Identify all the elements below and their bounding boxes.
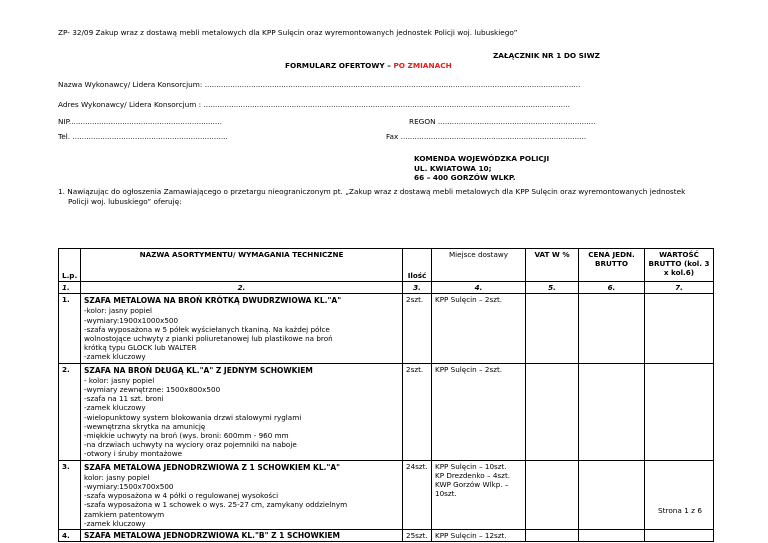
row-total-cell[interactable] <box>645 530 714 542</box>
table-row <box>59 530 714 542</box>
row-unit-price-cell[interactable] <box>579 363 645 460</box>
item-title: SZAFA METALOWA JEDNODRZWIOWA Z 1 SCHOWKIEM KL."A" <box>84 462 341 472</box>
nip-field[interactable]: NIP.................................................................. <box>58 117 222 126</box>
contractor-name-field[interactable]: Nazwa Wykonawcy/ Lidera Konsorcjum: .................................................................................................................................................................. <box>58 80 581 89</box>
place-line: KP Drezdenko – 4szt. <box>435 470 511 480</box>
place-line: 10szt. <box>435 489 457 499</box>
header-total: WARTOŚĆ BRUTTO (kol. 3 x kol.6) <box>645 249 714 282</box>
form-title-text: FORMULARZ OFERTOWY – <box>285 61 394 70</box>
place-line: KPP Sulęcin – 2szt. <box>435 295 503 305</box>
row-qty: 2szt. <box>403 363 432 460</box>
spec-line: -miękkie uchwyty na broń (wys. broni: 600mm - 960 mm <box>84 431 289 441</box>
column-number: 6. <box>579 282 645 294</box>
table-row <box>59 363 714 460</box>
spec-line: -szafa wyposażona w 4 półki o regulowanej wysokości <box>84 491 279 501</box>
spec-line: - kolor: jasny popiel <box>84 375 155 385</box>
row-place <box>432 530 526 542</box>
spec-line: -otwory i śruby montażowe <box>84 449 182 459</box>
column-number: 5. <box>526 282 579 294</box>
column-number: 4. <box>432 282 526 294</box>
spec-line: -szafa wyposażona w 5 półek wyściełanych tkaniną. Na każdej półce <box>84 324 330 334</box>
table-header-row <box>59 249 714 282</box>
header-lp: L.p. <box>59 249 81 282</box>
recipient-line: KOMENDA WOJEWÓDZKA POLICJI <box>414 154 550 163</box>
header-name: NAZWA ASORTYMENTU/ WYMAGANIA TECHNICZNE <box>81 249 403 282</box>
place-line: KPP Sulęcin – 2szt. <box>435 364 503 374</box>
spec-line: -wymiary:1500x700x500 <box>84 482 174 492</box>
spec-line: -wielopunktowy system blokowania drzwi stalowymi ryglami <box>84 412 302 422</box>
row-lp: 2. <box>59 363 81 460</box>
row-unit-price-cell[interactable] <box>579 294 645 363</box>
form-title-changes: PO ZMIANACH <box>393 61 452 70</box>
column-number: 3. <box>403 282 432 294</box>
header-qty: Ilość <box>403 249 432 282</box>
spec-line: zamkiem patentowym <box>84 509 165 519</box>
intro-paragraph <box>58 187 685 206</box>
spec-line: -wewnętrzna skrytka na amunicję <box>84 421 206 431</box>
spec-line: kolor: jasny popiel <box>84 472 150 482</box>
row-qty: 2szt. <box>403 294 432 363</box>
spec-line: -wymiary:1900x1000x500 <box>84 315 179 325</box>
place-line: KPP Sulęcin – 12szt. <box>435 531 507 541</box>
page-number: Strona 1 z 6 <box>658 506 702 515</box>
spec-line: -szafa na 11 szt. broni <box>84 394 164 404</box>
recipient-address <box>414 154 549 183</box>
attachment-label: ZAŁĄCZNIK NR 1 DO SIWZ <box>493 51 600 60</box>
row-place <box>432 460 526 529</box>
intro-line: 1. Nawiązując do ogłoszenia Zamawiającego o przetargu nieograniczonym pt. „Zakup wraz z dostawą mebli metalowych dla KPP Sulęcin oraz wyremontowanych jednostek <box>58 187 686 196</box>
intro-line: Policji woj. lubuskiego” oferuję: <box>68 196 182 206</box>
form-title <box>285 61 452 70</box>
row-vat-cell[interactable] <box>526 294 579 363</box>
row-total-cell[interactable] <box>645 294 714 363</box>
item-title: SZAFA METALOWA JEDNODRZWIOWA KL."B" Z 1 SCHOWKIEM <box>84 531 340 541</box>
spec-line: -szafa wyposażona w 1 schowek o wys. 25-27 cm, zamykany oddzielnym <box>84 500 348 510</box>
contractor-address-field[interactable]: Adres Wykonawcy/ Lidera Konsorcjum : .............................................................................................................................................................. <box>58 100 570 109</box>
item-title: SZAFA METALOWA NA BROŃ KRÓTKĄ DWUDRZWIOWA KL."A" <box>84 296 342 306</box>
column-number-row <box>59 282 714 294</box>
row-lp: 3. <box>59 460 81 529</box>
header-vat: VAT W % <box>526 249 579 282</box>
row-unit-price-cell[interactable] <box>579 460 645 529</box>
row-unit-price-cell[interactable] <box>579 530 645 542</box>
tel-field[interactable]: Tel. ................................................................... <box>58 132 228 141</box>
document-title: ZP- 32/09 Zakup wraz z dostawą mebli metalowych dla KPP Sulęcin oraz wyremontowanych jednostek Policji woj. lubuskiego” <box>58 28 518 37</box>
regon-field[interactable]: REGON .................................................................... <box>409 117 596 126</box>
spec-line: -zamek kluczowy <box>84 403 146 413</box>
row-place <box>432 363 526 460</box>
row-qty: 24szt. <box>403 460 432 529</box>
recipient-line: 66 – 400 GORZÓW WLKP. <box>414 173 516 182</box>
row-total-cell[interactable] <box>645 460 714 529</box>
header-place: Miejsce dostawy <box>432 249 526 282</box>
column-number: 1. <box>59 282 81 294</box>
table-row <box>59 294 714 363</box>
spec-line: -zamek kluczowy <box>84 352 146 362</box>
column-number: 7. <box>645 282 714 294</box>
place-line: KPP Sulęcin – 10szt. <box>435 461 507 471</box>
offer-table <box>58 248 714 542</box>
spec-line: -na drzwiach uchwyty na wyciory oraz pojemniki na naboje <box>84 440 297 450</box>
row-vat-cell[interactable] <box>526 363 579 460</box>
header-unit-price: CENA JEDN. BRUTTO <box>579 249 645 282</box>
row-description <box>81 363 403 460</box>
row-total-cell[interactable] <box>645 363 714 460</box>
row-vat-cell[interactable] <box>526 460 579 529</box>
spec-line: krótką typu GLOCK lub WALTER <box>84 343 197 353</box>
spec-line: -kolor: jasny popiel <box>84 306 153 316</box>
row-description <box>81 294 403 363</box>
spec-line: -wymiary zewnętrzne: 1500x800x500 <box>84 385 221 395</box>
row-description <box>81 530 403 542</box>
row-description <box>81 460 403 529</box>
row-lp: 4. <box>59 530 81 542</box>
place-line: KWP Gorzów Wlkp. – <box>435 480 509 490</box>
row-qty: 25szt. <box>403 530 432 542</box>
spec-line: wolnostojące uchwyty z pianki poliuretanowej lub plastikowe na broń <box>84 334 333 344</box>
table-row <box>59 460 714 529</box>
fax-field[interactable]: Fax ................................................................................ <box>386 132 587 141</box>
spec-line: -zamek kluczowy <box>84 518 146 528</box>
recipient-line: UL. KWIATOWA 10; <box>414 163 492 173</box>
row-vat-cell[interactable] <box>526 530 579 542</box>
item-title: SZAFA NA BROŃ DŁUGĄ KL."A" Z JEDNYM SCHOWKIEM <box>84 365 313 375</box>
row-lp: 1. <box>59 294 81 363</box>
row-place <box>432 294 526 363</box>
column-number: 2. <box>81 282 403 294</box>
